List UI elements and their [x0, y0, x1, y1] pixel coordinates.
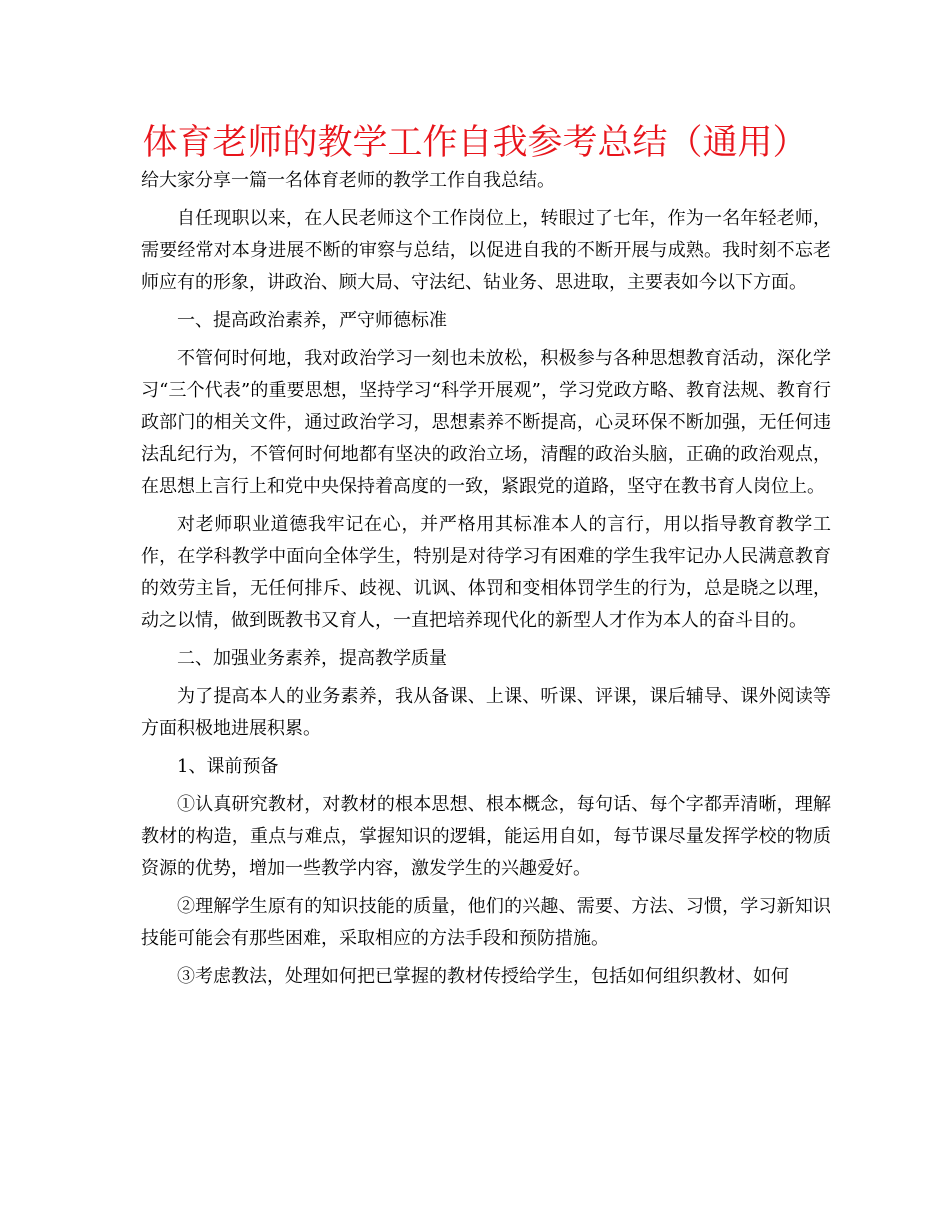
section-heading: 二、加强业务素养，提高教学质量 — [177, 648, 447, 669]
subsection-heading: 1、课前预备 — [177, 756, 279, 777]
list-item: ③考虑教法，处理如何把已掌握的教材传授给学生，包括如何组织教材、如何 — [177, 966, 789, 987]
intro-paragraph: 给大家分享一篇一名体育老师的教学工作自我总结。 — [141, 170, 555, 191]
document-body — [141, 165, 831, 999]
paragraph: 自任现职以来，在人民老师这个工作岗位上，转眼过了七年，作为一名年轻老师，需要经常对本身进展不断的审察与总结，以促进自我的不断开展与成熟。我时刻不忘老师应有的形象，讲政治、顾大局、守法纪、钻业务、思进取，主要表如今以下方面。 — [141, 208, 831, 293]
list-item: ②理解学生原有的知识技能的质量，他们的兴趣、需要、方法、习惯，学习新知识技能可能会有那些困难，采取相应的方法手段和预防措施。 — [141, 896, 831, 949]
paragraph: 不管何时何地，我对政治学习一刻也未放松，积极参与各种思想教育活动，深化学习“三个代表”的重要思想，坚持学习“科学开展观”，学习党政方略、教育法规、教育行政部门的相关文件，通过政治学习，思想素养不断提高，心灵环保不断加强，无任何违法乱纪行为，不管何时何地都有坚决的政治立场，清醒的政治头脑，正确的政治观点，在思想上言行上和党中央保持着高度的一致，紧跟党的道路，坚守在教书育人岗位上。 — [141, 348, 831, 497]
list-item: ①认真研究教材，对教材的根本思想、根本概念，每句话、每个字都弄清晰，理解教材的构造，重点与难点，掌握知识的逻辑，能运用自如，每节课尽量发挥学校的物质资源的优势，增加一些教学内容，激发学生的兴趣爱好。 — [141, 794, 831, 879]
document-title: 体育老师的教学工作自我参考总结（通用） — [142, 123, 808, 163]
paragraph: 为了提高本人的业务素养，我从备课、上课、听课、评课，课后辅导、课外阅读等方面积极地进展积累。 — [141, 686, 831, 739]
section-heading: 一、提高政治素养，严守师德标准 — [177, 310, 447, 331]
paragraph: 对老师职业道德我牢记在心，并严格用其标准本人的言行，用以指导教育教学工作，在学科教学中面向全体学生，特别是对待学习有困难的学生我牢记办人民满意教育的效劳主旨，无任何排斥、歧视、讥讽、体罚和变相体罚学生的行为，总是晓之以理，动之以情，做到既教书又育人，一直把培养现代化的新型人才作为本人的奋斗目的。 — [141, 514, 831, 631]
